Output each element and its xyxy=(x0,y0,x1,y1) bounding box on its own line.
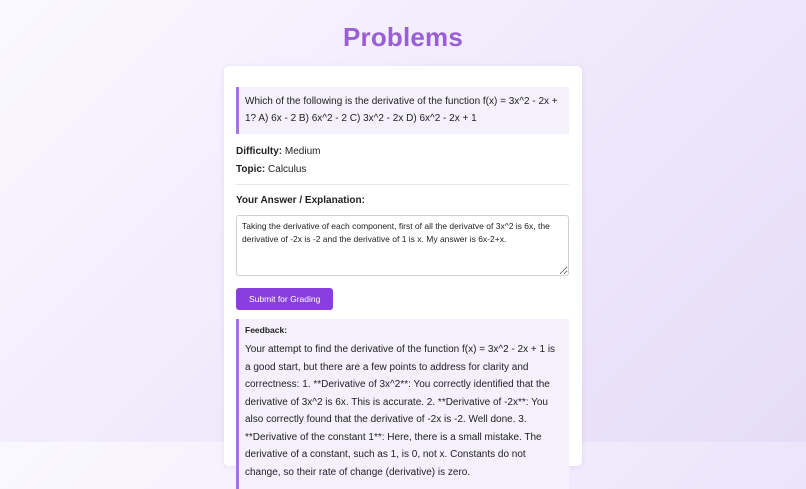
difficulty-label: Difficulty: xyxy=(236,146,283,157)
submit-for-grading-button[interactable]: Submit for Grading xyxy=(236,288,333,310)
problem-card xyxy=(224,66,582,478)
topic-label: Topic: xyxy=(236,164,266,175)
question-box xyxy=(236,87,569,134)
feedback-label: Feedback: xyxy=(245,325,288,335)
answer-label: Your Answer / Explanation: xyxy=(236,195,365,206)
difficulty-value: Medium xyxy=(284,146,321,157)
feedback-box xyxy=(236,319,569,489)
question-text: Which of the following is the derivative of the function f(x) = 3x^2 - 2x + 1? A) 6x - 2 B) 6x^2 - 2 C) 3x^2 - 2x D) 6x^2 - 2x + 1 xyxy=(245,96,558,124)
topic-row xyxy=(236,164,569,175)
topic-value: Calculus xyxy=(268,164,307,175)
difficulty-row xyxy=(236,146,569,157)
divider xyxy=(236,184,569,185)
page-title: Problems xyxy=(342,22,464,52)
answer-textarea[interactable] xyxy=(236,215,569,276)
feedback-text: Your attempt to find the derivative of the function f(x) = 3x^2 - 2x + 1 is a good start, but there are a few points to address for clarity and correctness: 1. **Derivative of 3x^2**: You correctly identified that the derivative of 3x^2 is 6x. This is accurate. 2. **Derivative of -2x**: You also correctly found that the derivative of -2x is -2. Well done. 3. **Derivative of the constant 1**: Here, there is a small mistake. The derivative of a constant, such as 1, is 0, not x. Constants do not change, so their rate of change (derivative) is zero. xyxy=(245,344,556,478)
